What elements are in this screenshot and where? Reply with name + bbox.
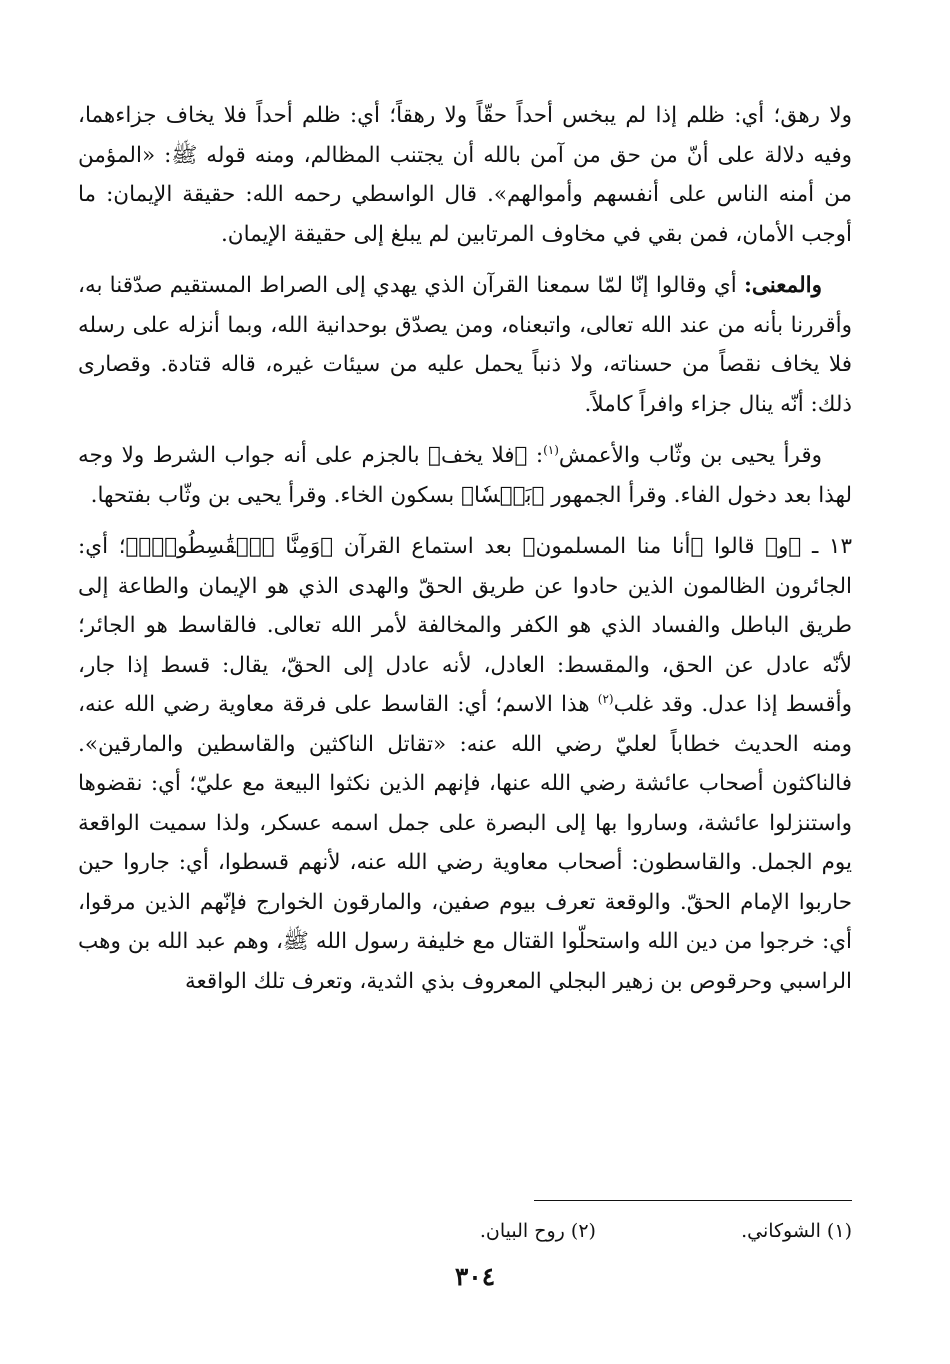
main-text [78,96,852,1013]
paragraph-2-lead: والمعنى: [743,273,822,298]
paragraph-4-text-a: ١٣ ـ ﴿و﴾ قالوا ﴿أنا منا المسلمون﴾ بعد استماع القرآن ﴿وَمِنَّا ٱلۡقَٰسِطُونَۖ﴾؛ أي: الجائرون الظالمون الذين حادوا عن طريق الحقّ والهدى الذي هو الإيمان والطاعة إلى طريق الباطل والفساد الذي هو الكفر والمخالفة لأمر الله تعالى. فالقاسط هو الجائر؛ لأنّه عادل عن الحق، والمقسط: العادل، لأنه عادل إلى الحقّ، يقال: قسط إذا جار، وأقسط إذا عدل. وقد غلب [78,534,853,717]
paragraph-2 [78,266,852,424]
paragraph-3-text-b: : ﴿فلا يخف﴾ بالجزم على أنه جواب الشرط ولا وجه لهذا بعد دخول الفاء. وقرأ الجمهور ﴿بَخۡسٗا﴾ بسكون الخاء. وقرأ يحيى بن وثّاب بفتحها. [78,443,852,508]
page-number: ٣٠٤ [454,1262,496,1291]
footnotes [78,1216,852,1246]
footnote-ref-2: (٢) [597,691,614,706]
paragraph-4-text-b: هذا الاسم؛ أي: القاسط على فرقة معاوية رضي الله عنه، ومنه الحديث خطاباً لعليّ رضي الله عنه: «تقاتل الناكثين والقاسطين والمارقين». فالناكثون أصحاب عائشة رضي الله عنها، فإنهم الذين نكثوا البيعة مع عليّ؛ أي: نقضوها واستنزلوا عائشة، وساروا بها إلى البصرة على جمل اسمه عسكر، ولذا سميت الواقعة يوم الجمل. والقاسطون: أصحاب معاوية رضي الله عنه، لأنهم قسطوا، أي: جاروا حين حاربوا الإمام الحقّ. والوقعة تعرف بيوم صفين، والمارقون الخوارج فإنّهم الذين مرقوا، أي: خرجوا من دين الله واستحلّوا القتال مع خليفة رسول الله ﷺ، وهم عبد الله بن وهب الراسبي وحرقوص بن زهير البجلي المعروف بذي الثدية، وتعرف تلك الواقعة [78,692,852,994]
footnote-1: (١) الشوكاني. [741,1220,852,1242]
footnote-2: (٢) روح البيان. [479,1220,596,1242]
paragraph-3-text-a: وقرأ يحيى بن وثّاب والأعمش [558,443,822,468]
paragraph-4 [78,527,852,1001]
paragraph-1: ولا رهق؛ أي: ظلم إذا لم يبخس أحداً حقّاً ولا رهقاً؛ أي: ظلم أحداً فلا يخاف جزاءهما، وفيه دلالة على أنّ من حق من آمن بالله أن يجتنب المظالم، ومنه قوله ﷺ: «المؤمن من أمنه الناس على أنفسهم وأموالهم». قال الواسطي رحمه الله: حقيقة الإيمان: ما أوجب الأمان، فمن بقي في مخاوف المرتابين لم يبلغ إلى حقيقة الإيمان. [78,103,852,247]
footnote-divider [534,1200,852,1201]
footnote-ref-1: (١) [543,442,559,457]
paragraph-2-text: أي وقالوا إنّا لمّا سمعنا القرآن الذي يهدي إلى الصراط المستقيم صدّقنا به، وأقررنا بأنه من عند الله تعالى، واتبعناه، ومن يصدّق بوحدانية الله، وبما أنزله على رسله فلا يخاف نقصاً من حسناته، ولا ذنباً يحمل عليه من سيئات غيره، قاله قتادة. وقصارى ذلك: أنّه ينال جزاء وافراً كاملاً. [78,273,852,417]
paragraph-3 [78,436,852,515]
